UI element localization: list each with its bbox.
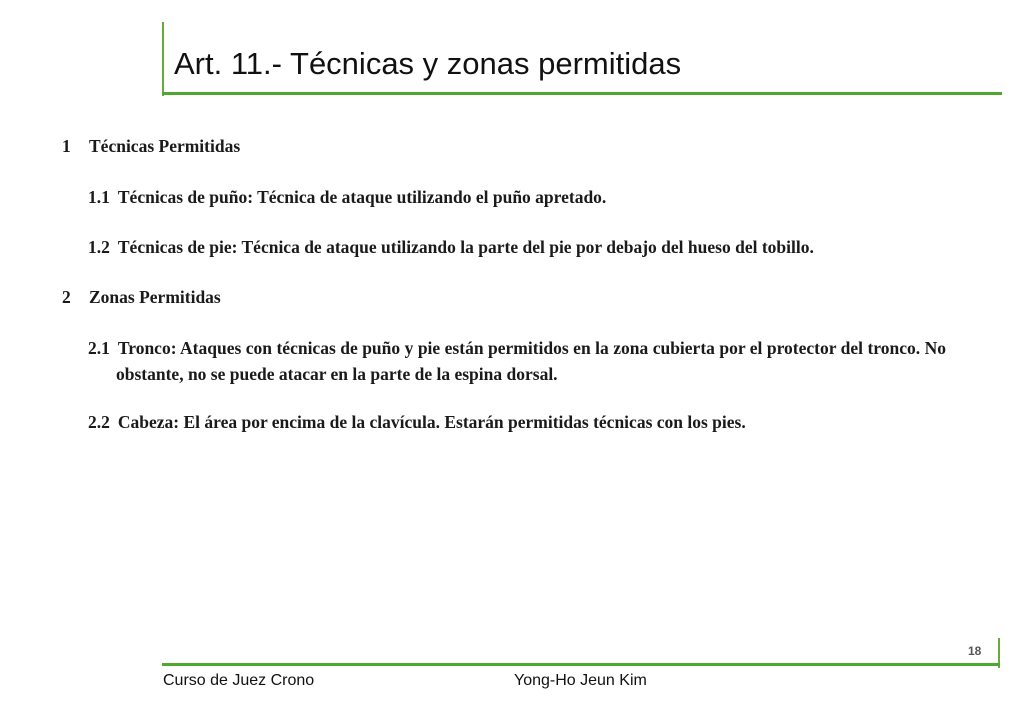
footer-line (162, 663, 1000, 666)
section-heading (62, 284, 946, 310)
section-heading (62, 133, 946, 159)
item-number: 1.1 (88, 187, 110, 207)
item-text: Técnicas de pie: Técnica de ataque utilizando la parte del pie por debajo del hueso del tobillo. (117, 237, 814, 257)
item-number: 1.2 (88, 237, 110, 257)
footer-author: Yong-Ho Jeun Kim (514, 672, 647, 689)
list-item (62, 184, 946, 210)
section-number: 2 (62, 287, 71, 307)
item-text: Técnicas de puño: Técnica de ataque utilizando el puño apretado. (117, 187, 607, 207)
slide-content (62, 133, 946, 435)
item-text: Cabeza: El área por encima de la clavícula. Estarán permitidas técnicas con los pies. (117, 412, 746, 432)
item-number: 2.1 (88, 338, 110, 358)
title-underline (162, 92, 1002, 95)
list-item (62, 234, 946, 260)
list-item (62, 409, 946, 435)
section-title: Zonas Permitidas (89, 287, 221, 307)
section-number: 1 (62, 136, 71, 156)
item-text: Tronco: Ataques con técnicas de puño y pie están permitidos en la zona cubierta por el protector del tronco. No obstante, no se puede atacar en la parte de la espina dorsal. (116, 338, 946, 384)
title-accent-vertical-line (162, 22, 164, 96)
item-number: 2.2 (88, 412, 110, 432)
page-number: 18 (968, 644, 982, 658)
list-item (62, 335, 946, 387)
section-title: Técnicas Permitidas (89, 136, 241, 156)
footer-course-name: Curso de Juez Crono (163, 672, 315, 689)
slide-title: Art. 11.- Técnicas y zonas permitidas (174, 46, 682, 81)
